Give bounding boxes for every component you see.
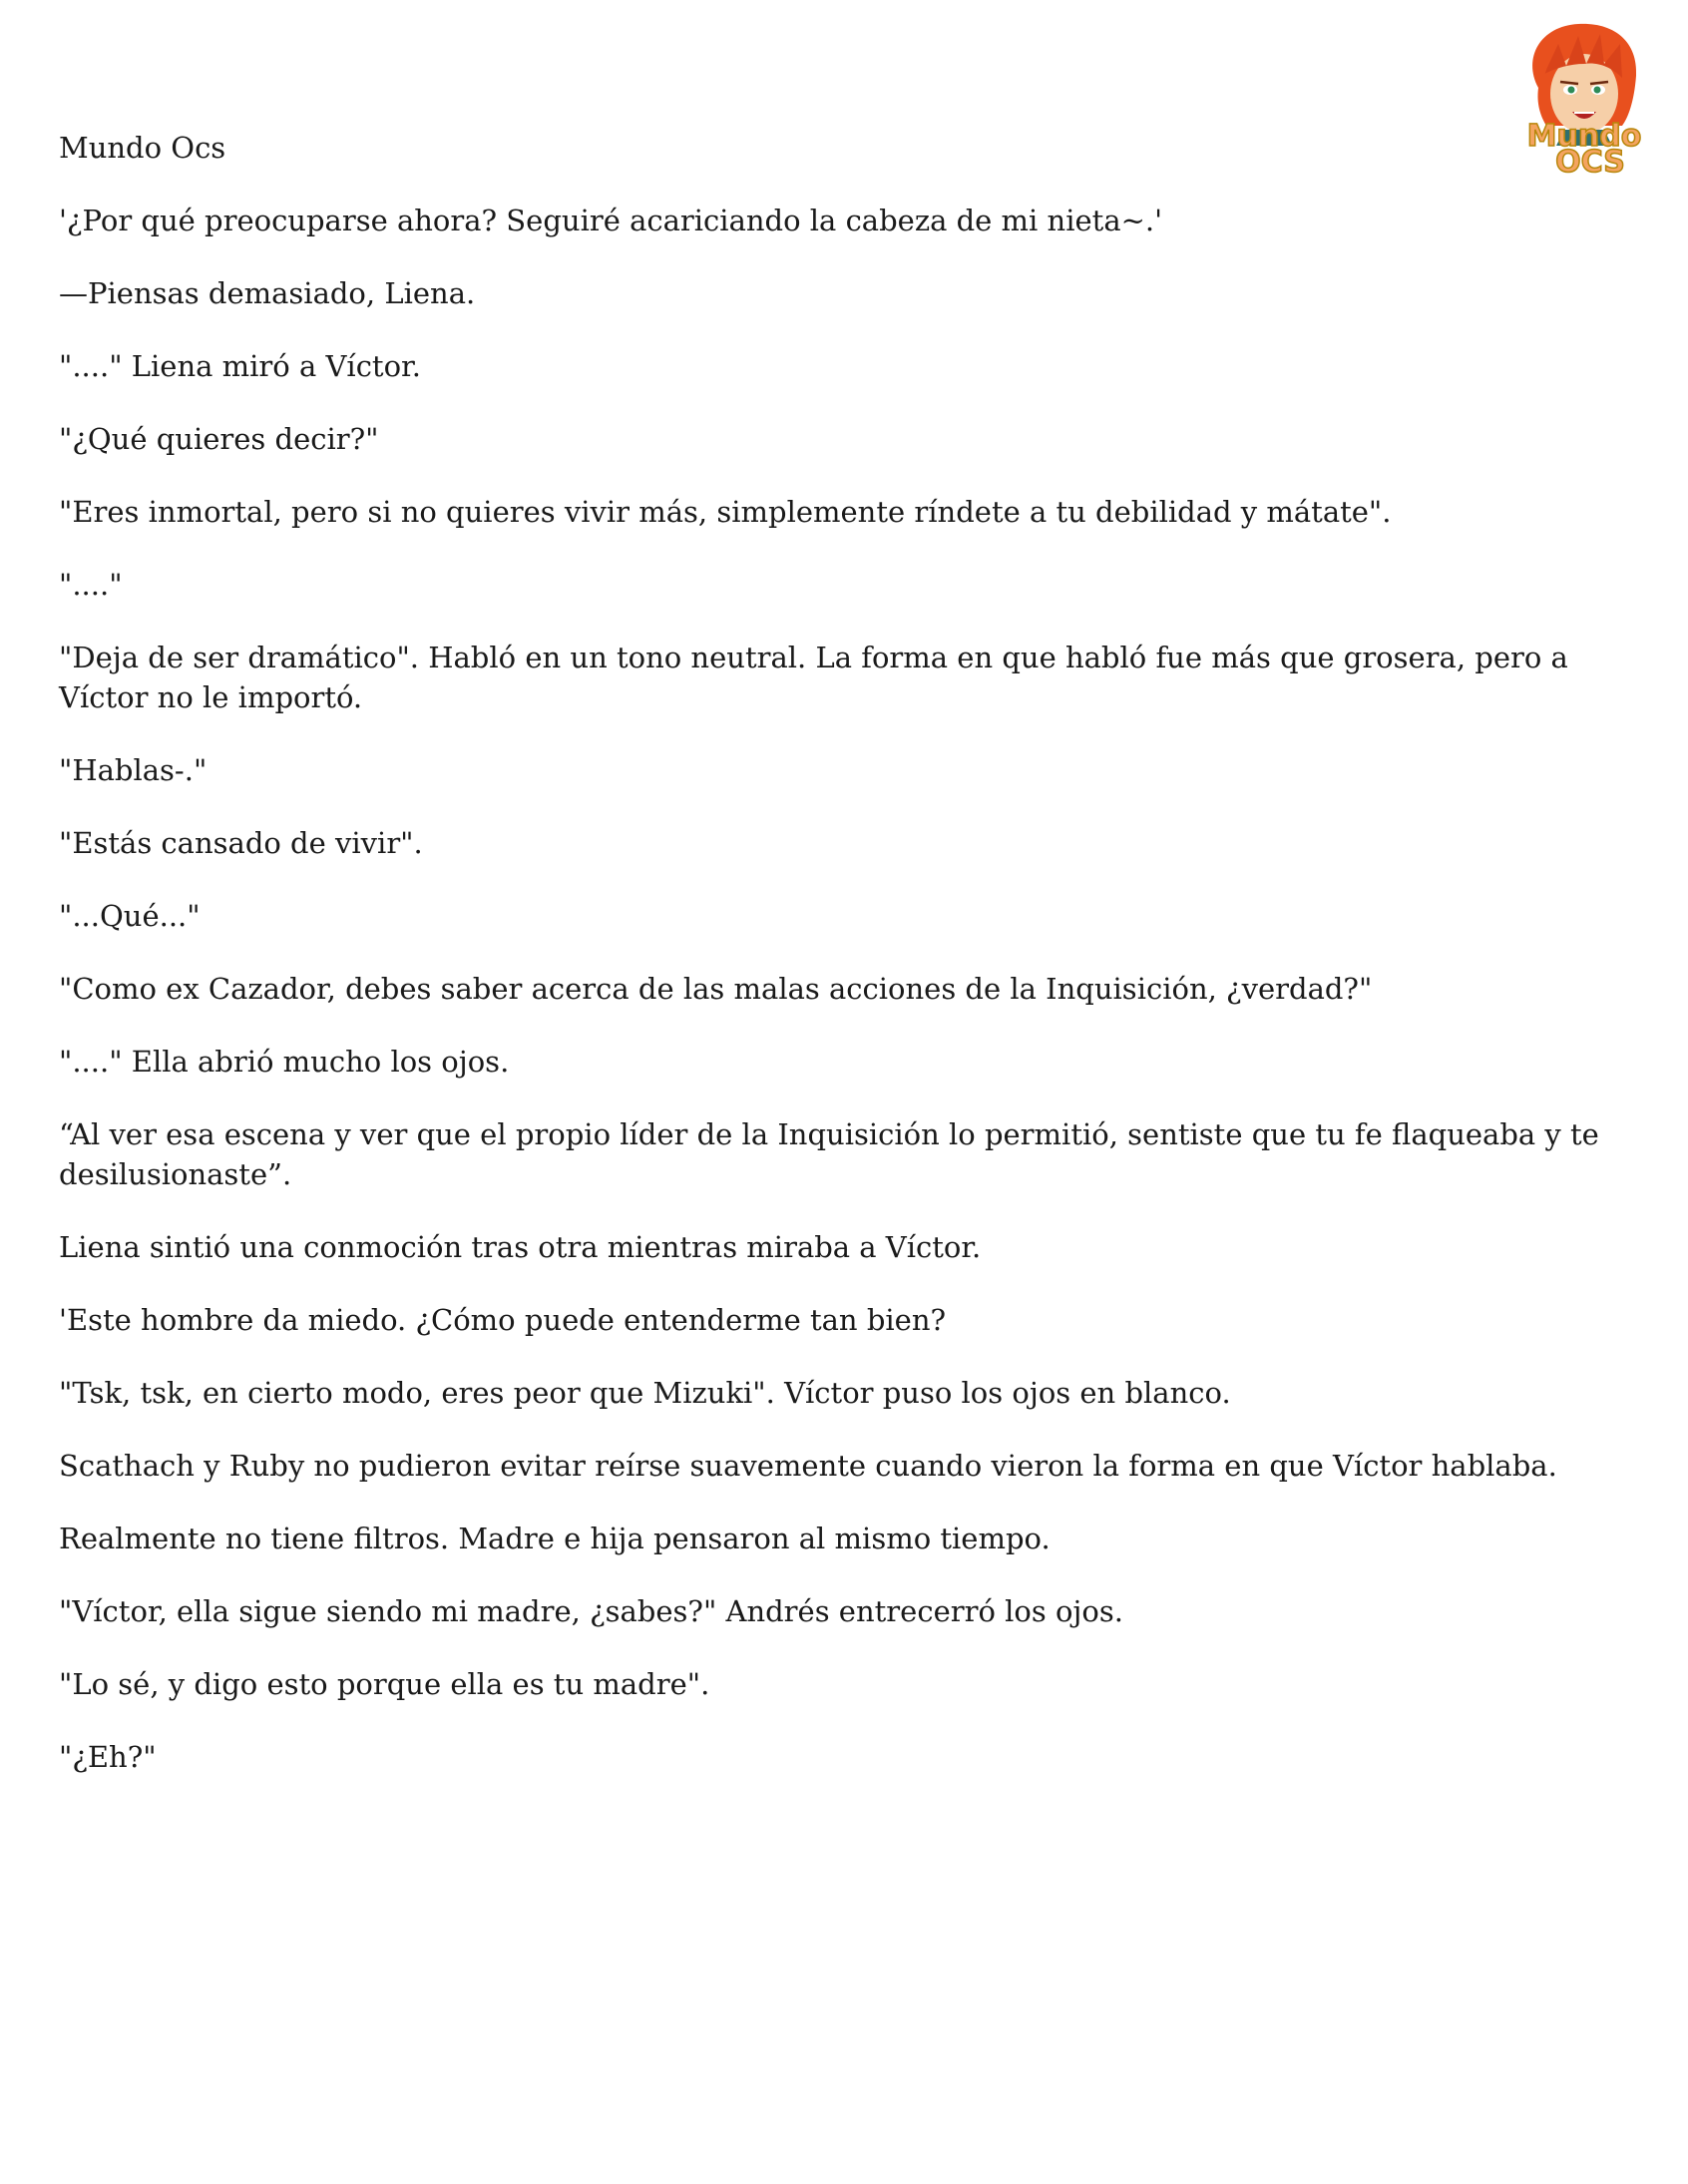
paragraph: "Hablas-.": [59, 753, 208, 787]
document-body: [59, 128, 1635, 1810]
paragraph: "Eres inmortal, pero si no quieres vivir más, simplemente ríndete a tu debilidad y mátate".: [59, 495, 1392, 529]
paragraph: "...." Ella abrió mucho los ojos.: [59, 1045, 510, 1079]
paragraph: —Piensas demasiado, Liena.: [59, 276, 476, 310]
paragraph: "¿Qué quieres decir?": [59, 422, 379, 456]
paragraph: "Tsk, tsk, en cierto modo, eres peor que Mizuki". Víctor puso los ojos en blanco.: [59, 1376, 1231, 1410]
paragraph: “Al ver esa escena y ver que el propio líder de la Inquisición lo permitió, sentiste que tu fe flaqueaba y te desilusionaste”.: [59, 1117, 1599, 1191]
logo-text-line-2: OCS: [1555, 145, 1625, 180]
paragraph: 'Este hombre da miedo. ¿Cómo puede entenderme tan bien?: [59, 1303, 947, 1337]
site-name: Mundo Ocs: [59, 131, 226, 165]
paragraph: "Lo sé, y digo esto porque ella es tu madre".: [59, 1667, 710, 1701]
paragraph: "...." Liena miró a Víctor.: [59, 349, 421, 383]
paragraph: "Víctor, ella sigue siendo mi madre, ¿sabes?" Andrés entrecerró los ojos.: [59, 1594, 1123, 1628]
paragraph: Scathach y Ruby no pudieron evitar reírse suavemente cuando vieron la forma en que Víctor hablaba.: [59, 1449, 1557, 1483]
paragraph: "¿Eh?": [59, 1740, 157, 1774]
paragraph: "...Qué...": [59, 899, 201, 933]
paragraph: Liena sintió una conmoción tras otra mientras miraba a Víctor.: [59, 1230, 982, 1264]
paragraph: '¿Por qué preocuparse ahora? Seguiré acariciando la cabeza de mi nieta~.': [59, 204, 1163, 237]
logo-text-line-1: Mundo: [1526, 119, 1642, 154]
paragraph: "Como ex Cazador, debes saber acerca de las malas acciones de la Inquisición, ¿verdad?": [59, 972, 1373, 1006]
paragraph: "Deja de ser dramático". Habló en un tono neutral. La forma en que habló fue más que grosera, pero a Víctor no le importó.: [59, 641, 1568, 714]
paragraph: "....": [59, 568, 123, 602]
paragraph: "Estás cansado de vivir".: [59, 826, 423, 860]
paragraph: Realmente no tiene filtros. Madre e hija pensaron al mismo tiempo.: [59, 1522, 1051, 1555]
